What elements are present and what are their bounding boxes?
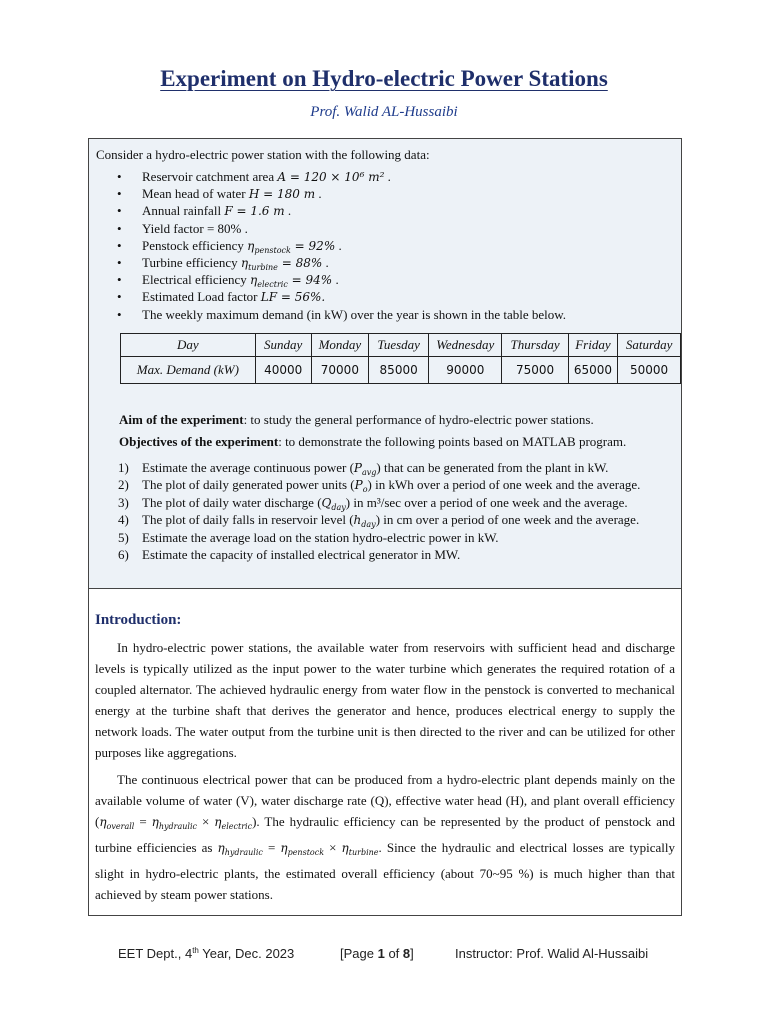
aim-text: : to study the general performance of hydro-electric power stations. xyxy=(243,412,594,427)
objective-text: Estimate the capacity of installed electrical generator in MW. xyxy=(142,546,461,562)
objective-text: Estimate the average continuous power $(P_{avg})$ that can be generated from the plant in kW. xyxy=(142,460,609,477)
table-header-cell: Thursday xyxy=(502,334,568,357)
parameter-formula: $\eta_{penstock} = 92\%$ xyxy=(247,238,336,255)
footer-page-number: [Page 1 of 8] xyxy=(340,946,414,961)
table-header-cell: Day xyxy=(121,334,256,357)
content-frame xyxy=(88,138,682,916)
parameter-list xyxy=(89,168,679,323)
parameter-label: Mean head of water xyxy=(142,186,246,202)
table-cell: 85000 xyxy=(369,357,429,384)
objective-item xyxy=(89,476,640,493)
objective-text: The plot of daily generated power units $(P_o)$ in kWh over a period of one week and the average. xyxy=(142,477,641,495)
objective-item xyxy=(89,459,640,476)
objective-item xyxy=(89,529,640,546)
parameter-item: • Reservoir catchment area A = 120 × 10⁶ m² . xyxy=(89,168,679,185)
parameter-item: • Yield factor = 80% . xyxy=(89,220,679,237)
parameter-formula: F = 1.6 m xyxy=(224,204,285,219)
objective-number: 3) xyxy=(118,494,129,510)
objective-text: The plot of daily falls in reservoir level $(h_{day})$ in cm over a period of one week and the average. xyxy=(142,512,640,530)
table-row xyxy=(121,357,681,384)
aim-paragraph xyxy=(119,412,594,428)
parameter-label: The weekly maximum demand (in kW) over the year is shown in the table below. xyxy=(142,306,567,322)
table-header-row xyxy=(121,334,681,357)
weekly-demand-table xyxy=(120,333,681,384)
objective-number: 5) xyxy=(118,529,129,545)
parameter-item: • Turbine efficiency $\eta_{turbine} = 88\%$ . xyxy=(89,254,679,271)
parameter-item: • Mean head of water H = 180 m . xyxy=(89,185,679,202)
objectives-list xyxy=(89,459,640,563)
objectives-paragraph xyxy=(119,434,626,450)
page-footer xyxy=(0,946,768,966)
table-cell: 50000 xyxy=(618,357,681,384)
objective-number: 6) xyxy=(118,546,129,562)
parameter-item xyxy=(89,306,679,323)
parameter-formula: $\eta_{turbine} = 88\%$ xyxy=(240,255,323,272)
parameter-item: • Electrical efficiency $\eta_{electric} = 94\%$ . xyxy=(89,271,679,288)
parameter-formula: H = 180 m xyxy=(248,187,316,202)
parameter-formula: A = 120 × 10⁶ m² xyxy=(277,170,385,184)
table-header-cell: Tuesday xyxy=(369,334,429,357)
objective-number: 4) xyxy=(118,512,129,528)
parameter-label: Annual rainfall xyxy=(142,203,222,219)
parameter-item xyxy=(89,288,679,305)
objective-item xyxy=(89,511,640,528)
table-cell: 75000 xyxy=(502,357,568,384)
data-intro-text: Consider a hydro-electric power station with the following data: xyxy=(96,147,430,162)
table-header-cell: Sunday xyxy=(255,334,311,357)
parameter-label: Turbine efficiency xyxy=(142,254,238,270)
given-data-box xyxy=(89,139,681,589)
parameter-formula: LF = 56%. xyxy=(260,290,326,305)
table-cell: 65000 xyxy=(568,357,618,384)
introduction-heading: Introduction: xyxy=(95,612,182,628)
objective-item xyxy=(89,546,640,563)
footer-instructor: Instructor: Prof. Walid Al-Hussaibi xyxy=(455,946,649,961)
parameter-label: Estimated Load factor xyxy=(142,289,258,305)
table-header-cell: Friday xyxy=(568,334,618,357)
table-row-label: Max. Demand (kW) xyxy=(121,357,256,384)
aim-label: Aim of the experiment xyxy=(119,412,244,427)
objective-text: Estimate the average load on the station hydro-electric power in kW. xyxy=(142,529,499,545)
objective-item xyxy=(89,494,640,511)
objectives-label: Objectives of the experiment xyxy=(119,434,279,449)
table-header-cell: Wednesday xyxy=(429,334,502,357)
table-cell: 40000 xyxy=(255,357,311,384)
table-cell: 70000 xyxy=(311,357,369,384)
objective-number: 2) xyxy=(118,477,129,493)
document-title: Experiment on Hydro-electric Power Stations xyxy=(160,66,608,91)
table-header-cell: Saturday xyxy=(618,334,681,357)
parameter-item: • Penstock efficiency $\eta_{penstock} = 92\%$ . xyxy=(89,237,679,254)
author-name: Prof. Walid AL-Hussaibi xyxy=(310,104,458,120)
objectives-text: : to demonstrate the following points based on MATLAB program. xyxy=(278,434,627,449)
parameter-label: Penstock efficiency xyxy=(142,237,244,253)
parameter-label: Electrical efficiency xyxy=(142,272,247,288)
introduction-paragraph-1: In hydro-electric power stations, the available water from reservoirs with sufficient head and discharge levels is typically utilized as the input power to the water turbine which generates the required rotation of a coupled alternator. The achieved hydraulic energy from water flow in the penstock is converted to mechanical energy at the turbine shaft that derives the generator and hence, produces electrical energy to supply the network loads. The water output from the turbine unit is then directed to the river and can be utilized for other purposes like aggregations. xyxy=(95,640,675,760)
parameter-item: • Annual rainfall F = 1.6 m . xyxy=(89,202,679,219)
table-cell: 90000 xyxy=(429,357,502,384)
parameter-label: Reservoir catchment area xyxy=(142,169,275,184)
objective-number: 1) xyxy=(118,460,129,475)
footer-dept: EET Dept., 4th Year, Dec. 2023 xyxy=(118,946,295,961)
parameter-label: Yield factor = 80% xyxy=(142,220,242,236)
introduction-paragraph-2: The continuous electrical power that can be produced from a hydro-electric plant depends mainly on the available volume of water (V), water discharge rate (Q), effective water head (H), and plant overall efficiency $(\eta_{overall} = \eta_{hydraulic} \times \eta_{electric})$. The hydraulic efficiency can be represented by the product of penstock and turbine efficiencies as $\eta_{hydraulic} = \eta_{penstock} \times \eta_{turbine}$. Since the hydraulic and electrical losses are typically slight in hydro-electric plants, the estimated overall efficiency (about 70~95 %) is much higher than that achieved by steam power stations. xyxy=(95,772,676,902)
objective-text: The plot of daily water discharge $(Q_{day})$ in m³/sec over a period of one week and the average. xyxy=(142,494,628,512)
parameter-formula: $\eta_{electric} = 94\%$ xyxy=(250,273,333,290)
table-header-cell: Monday xyxy=(311,334,369,357)
